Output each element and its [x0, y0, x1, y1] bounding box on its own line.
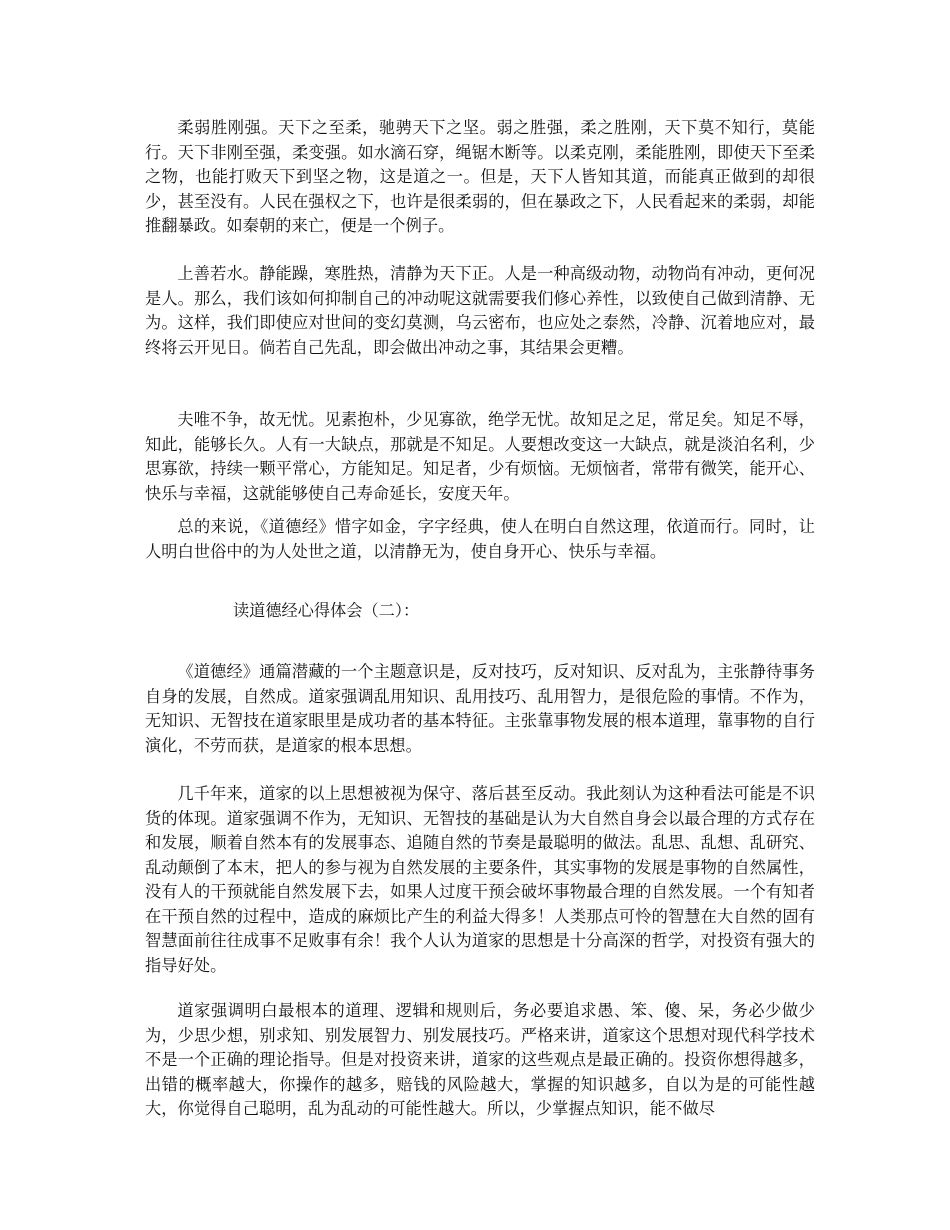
paragraph-7: 道家强调明白最根本的道理、逻辑和规则后，务必要追求愚、笨、傻、呆，务必少做少为，少思少想，别求知、别发展智力、别发展技巧。严格来讲，道家这个思想对现代科学技术不是一个正确的理论指导。但是对投资来讲，道家的这些观点是最正确的。投资你想得越多，出错的概率越大，你操作的越多，赔钱的风险越大，掌握的知识越多，自以为是的可能性越大，你觉得自己聪明，乱为乱动的可能性越大。所以，少掌握点知识，能不做尽	[145, 1001, 815, 1118]
paragraph-5: 《道德经》通篇潜藏的一个主题意识是，反对技巧，反对知识、反对乱为，主张静待事务自身的发展，自然成。道家强调乱用知识、乱用技巧、乱用智力，是很危险的事情。不作为，无知识、无智技在道家眼里是成功者的基本特征。主张靠事物发展的根本道理，靠事物的自行演化，不劳而获，是道家的根本思想。	[145, 662, 815, 755]
paragraph-3: 夫唯不争，故无忧。见素抱朴，少见寡欲，绝学无忧。故知足之足，常足矣。知足不辱，知此，能够长久。人有一大缺点，那就是不知足。人要想改变这一大缺点，就是淡泊名利，少思寡欲，持续一颗平常心，方能知足。知足者，少有烦恼。无烦恼者，常带有微笑，能开心、快乐与幸福，这就能够使自己寿命延长，安度天年。	[145, 410, 815, 503]
section-heading: 读道德经心得体会（二）：	[233, 601, 420, 620]
paragraph-1: 柔弱胜刚强。天下之至柔，驰骋天下之坚。弱之胜强，柔之胜刚，天下莫不知行，莫能行。天下非刚至强，柔变强。如水滴石穿，绳锯木断等。以柔克刚，柔能胜刚，即使天下至柔之物，也能打败天下到坚之物，这是道之一。但是，天下人皆知其道，而能真正做到的却很少，甚至没有。人民在强权之下，也许是很柔弱的，但在暴政之下，人民看起来的柔弱，却能推翻暴政。如秦朝的来亡，便是一个例子。	[145, 118, 815, 235]
paragraph-4: 总的来说，《道德经》惜字如金，字字经典，使人在明白自然这理，依道而行。同时，让人明白世俗中的为人处世之道，以清静无为，使自身开心、快乐与幸福。	[145, 517, 815, 561]
paragraph-6: 几千年来，道家的以上思想被视为保守、落后甚至反动。我此刻认为这种看法可能是不识货的体现。道家强调不作为，无知识、无智技的基础是认为大自然自身会以最合理的方式存在和发展，顺着自然本有的发展事态、追随自然的节奏是最聪明的做法。乱思、乱想、乱研究、乱动颠倒了本末，把人的参与视为自然发展的主要条件，其实事物的发展是事物的自然属性，没有人的干预就能自然发展下去，如果人过度干预会破坏事物最合理的自然发展。一个有知者在干预自然的过程中，造成的麻烦比产生的利益大得多！人类那点可怜的智慧在大自然的固有智慧面前往往成事不足败事有余！我个人认为道家的思想是十分高深的哲学，对投资有强大的指导好处。	[145, 784, 815, 975]
paragraph-2: 上善若水。静能躁，寒胜热，清静为天下正。人是一种高级动物，动物尚有冲动，更何况是人。那么，我们该如何抑制自己的冲动呢这就需要我们修心养性，以致使自己做到清静、无为。这样，我们即使应对世间的变幻莫测，乌云密布，也应处之泰然，冷静、沉着地应对，最终将云开见日。倘若自己先乱，即会做出冲动之事，其结果会更糟。	[145, 264, 815, 357]
